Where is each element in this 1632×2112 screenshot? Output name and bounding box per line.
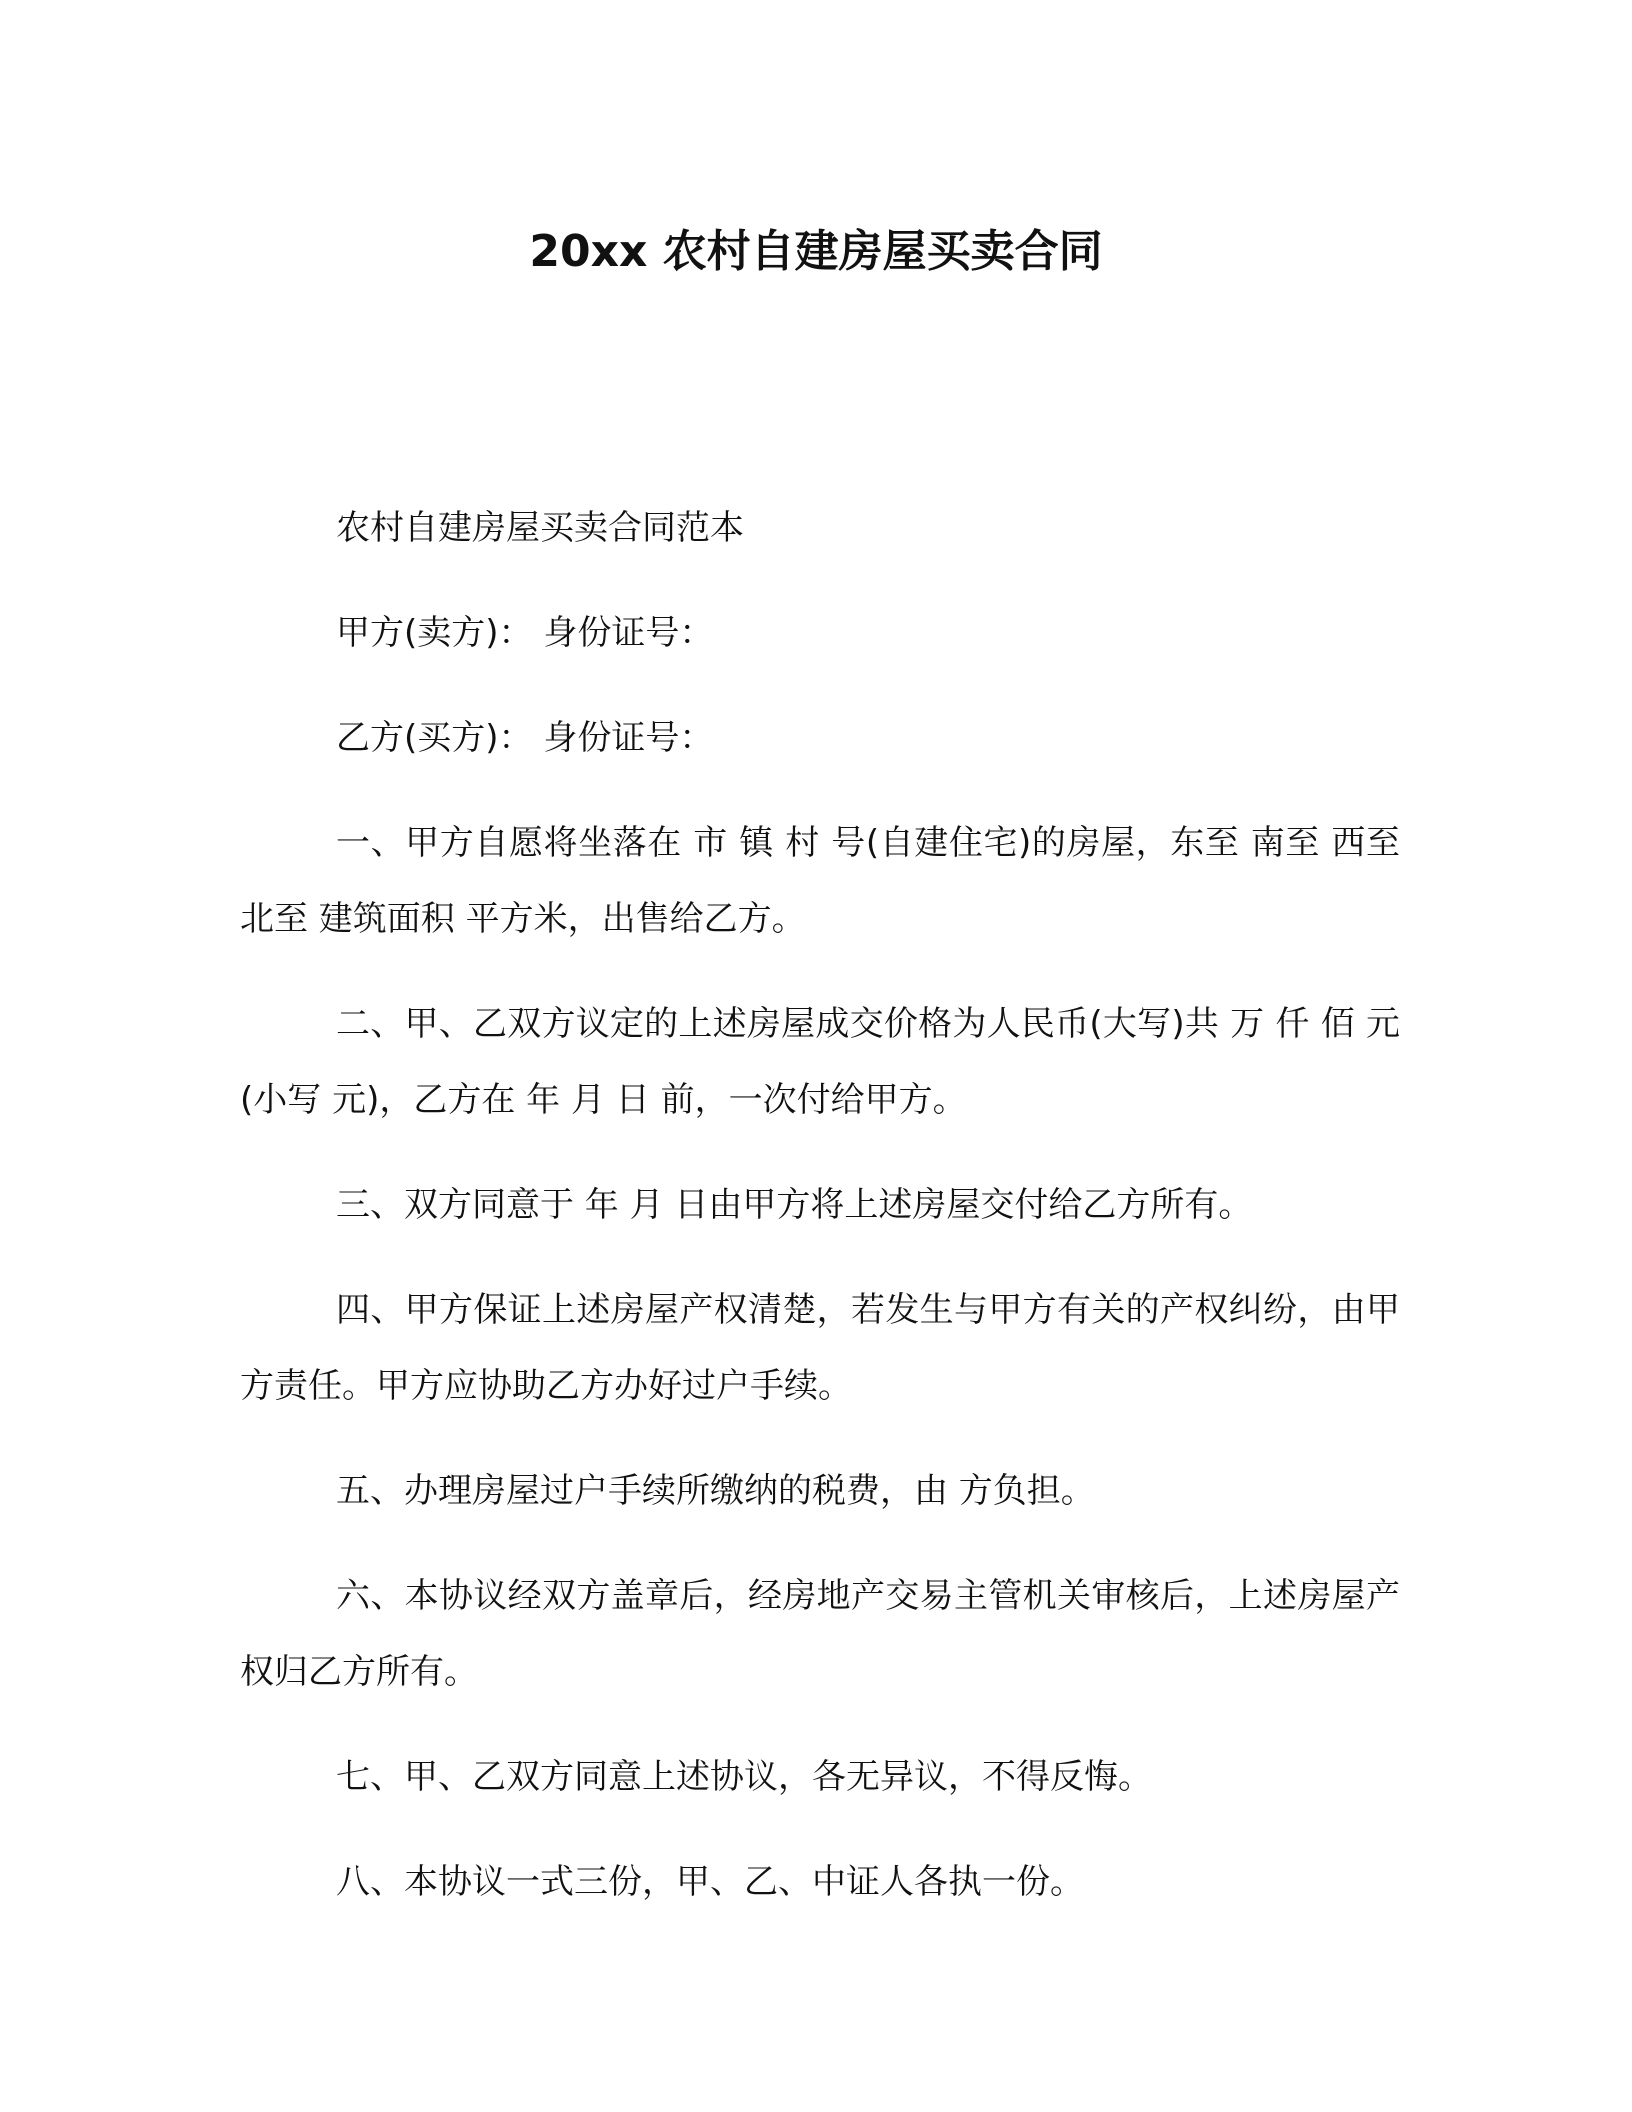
paragraph-clause-1: 一、甲方自愿将坐落在 市 镇 村 号(自建住宅)的房屋，东至 南至 西至 北至 建筑面积 平方米，出售给乙方。 [240,823,1400,939]
paragraph-clause-7: 七、甲、乙双方同意上述协议，各无异议，不得反悔。 [336,1757,1152,1797]
paragraph-clause-6: 六、本协议经双方盖章后，经房地产交易主管机关审核后，上述房屋产权归乙方所有。 [240,1576,1400,1692]
paragraph-clause-2: 二、甲、乙双方议定的上述房屋成交价格为人民币(大写)共 万 仟 佰 元(小写 元)，乙方在 年 月 日 前，一次付给甲方。 [240,1004,1400,1120]
paragraph-template-name: 农村自建房屋买卖合同范本 [336,508,744,548]
paragraph-buyer-info: 乙方(买方)： 身份证号： [336,718,714,758]
paragraph-seller-info: 甲方(卖方)： 身份证号： [336,613,714,653]
document-title: 20xx 农村自建房屋买卖合同 [529,226,1103,277]
paragraph-clause-8: 八、本协议一式三份，甲、乙、中证人各执一份。 [336,1862,1084,1902]
paragraph-clause-5: 五、办理房屋过户手续所缴纳的税费，由 方负担。 [336,1471,1095,1511]
paragraph-clause-3: 三、双方同意于 年 月 日由甲方将上述房屋交付给乙方所有。 [336,1185,1253,1225]
paragraph-clause-4: 四、甲方保证上述房屋产权清楚，若发生与甲方有关的产权纠纷，由甲方责任。甲方应协助乙方办好过户手续。 [240,1290,1400,1406]
document-body [240,490,1400,1949]
